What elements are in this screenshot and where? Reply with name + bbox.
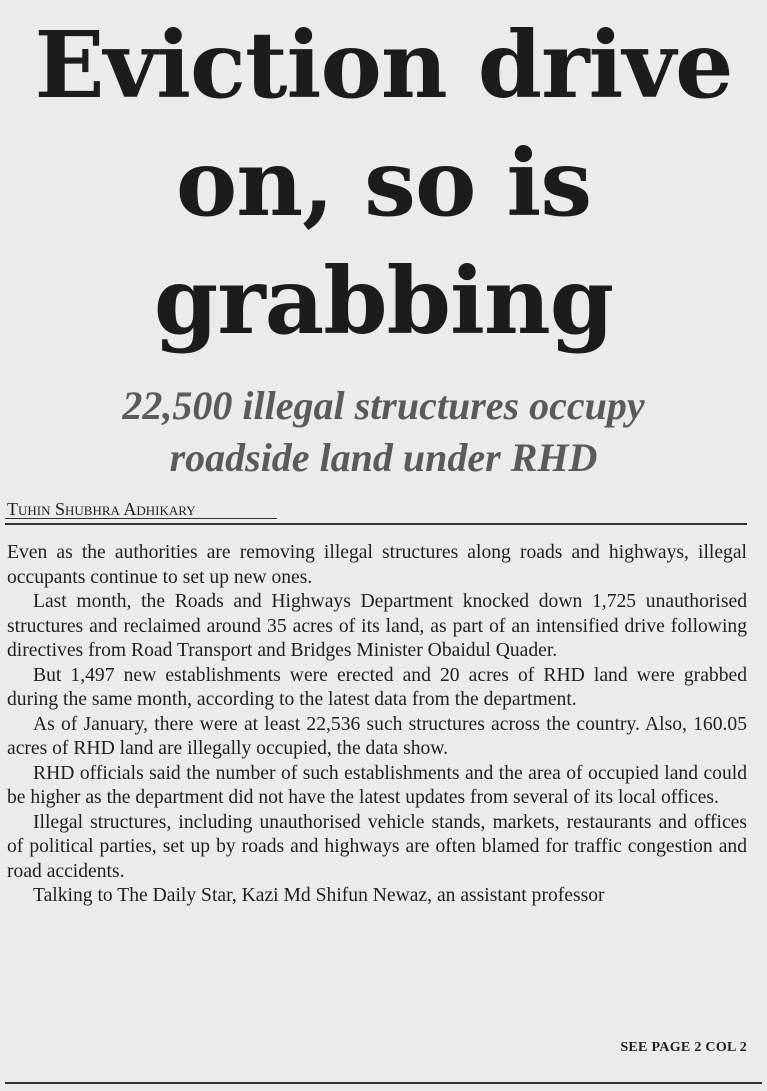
subheadline (0, 380, 767, 484)
bottom-rule (5, 1082, 762, 1084)
headline-line-3: grabbing (153, 247, 614, 355)
headline (0, 0, 767, 360)
paragraph-4: As of January, there were at least 22,536 such structures across the country. Also, 160.05 acres of RHD land are illegally occupied, the data show. (7, 713, 747, 759)
byline-rule (5, 518, 277, 519)
subheadline-line-1: 22,500 illegal structures occupy (122, 383, 645, 428)
headline-line-1: Eviction drive (34, 11, 733, 119)
paragraph-5: RHD officials said the number of such establishments and the area of occupied land could be higher as the department did not have the latest updates from several of its local offices. (7, 762, 747, 808)
subheadline-line-2: roadside land under RHD (169, 435, 598, 480)
paragraph-6: Illegal structures, including unauthorised vehicle stands, markets, restaurants and offices of political parties, set up by roads and highways are often blamed for traffic congestion and road accidents. (7, 811, 747, 882)
paragraph-2: Last month, the Roads and Highways Department knocked down 1,725 unauthorised structures and reclaimed around 35 acres of its land, as part of an intensified drive following directives from Road Transport and Bridges Minister Obaidul Quader. (7, 591, 747, 661)
continuation-note: SEE PAGE 2 COL 2 (620, 1040, 747, 1055)
byline: Tuhin Shubhra Adhikary (7, 499, 196, 519)
paragraph-3: But 1,497 new establishments were erected and 20 acres of RHD land were grabbed during the same month, according to the latest data from the department. (7, 664, 747, 710)
paragraph-1: Even as the authorities are removing illegal structures along roads and highways, illegal occupants continue to set up new ones. (7, 542, 747, 588)
paragraph-7: Talking to The Daily Star, Kazi Md Shifun Newaz, an assistant professor (33, 885, 605, 906)
headline-line-2: on, so is (175, 129, 592, 237)
section-divider (5, 523, 747, 525)
article-body (7, 541, 747, 909)
